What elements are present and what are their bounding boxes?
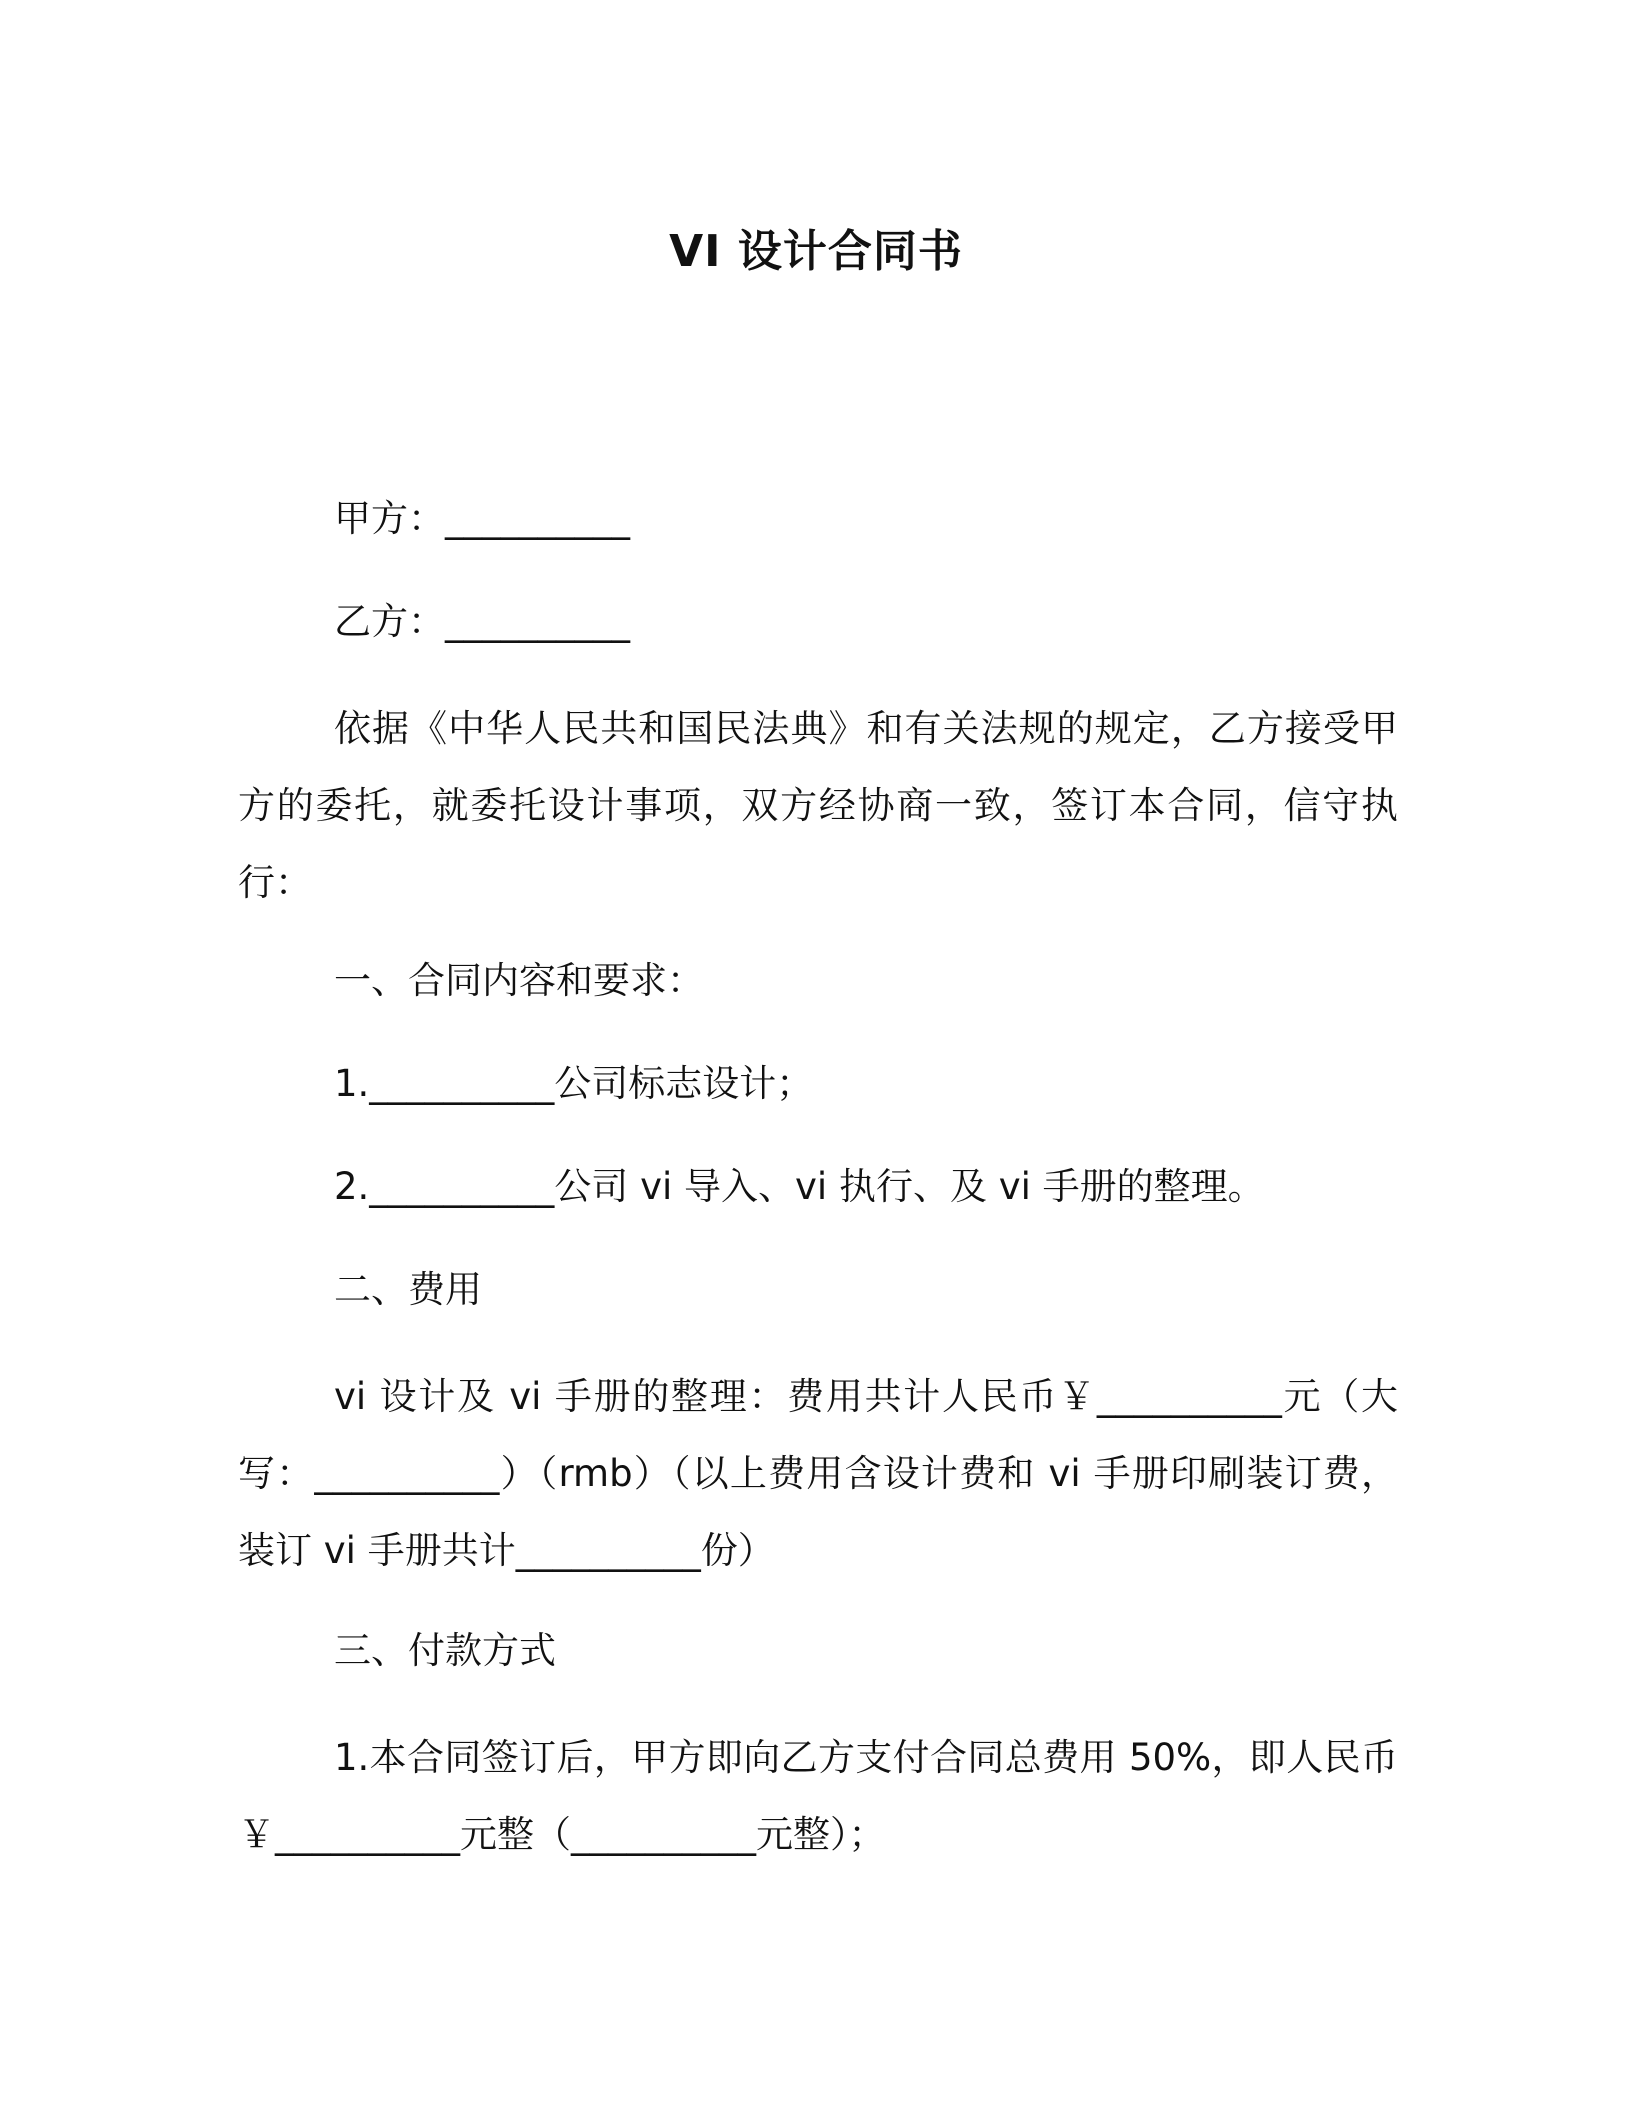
section-2-paragraph: vi 设计及 vi 手册的整理：费用共计人民币￥__________元（大写：__________）（rmb）（以上费用含设计费和 vi 手册印刷装订费，装订 vi 手册共计__________份） <box>238 1375 1398 1572</box>
preamble-paragraph: 依据《中华人民共和国民法典》和有关法规的规定，乙方接受甲方的委托，就委托设计事项，双方经协商一致，签订本合同，信守执行： <box>238 707 1398 904</box>
section-3-item-1: 1.本合同签订后，甲方即向乙方支付合同总费用 50%，即人民币￥__________元整（__________元整）； <box>238 1736 1398 1856</box>
document-title: VI 设计合同书 <box>669 226 963 277</box>
section-1-item-1: 1.__________公司标志设计； <box>334 1062 814 1105</box>
section-2-heading: 二、费用 <box>334 1268 482 1311</box>
section-1-item-2: 2.__________公司 vi 导入、vi 执行、及 vi 手册的整理。 <box>334 1165 1265 1208</box>
section-1-heading: 一、合同内容和要求： <box>334 959 704 1002</box>
section-3-heading: 三、付款方式 <box>334 1629 556 1672</box>
party-a-line: 甲方：__________ <box>334 497 630 540</box>
party-b-line: 乙方：__________ <box>334 600 630 643</box>
